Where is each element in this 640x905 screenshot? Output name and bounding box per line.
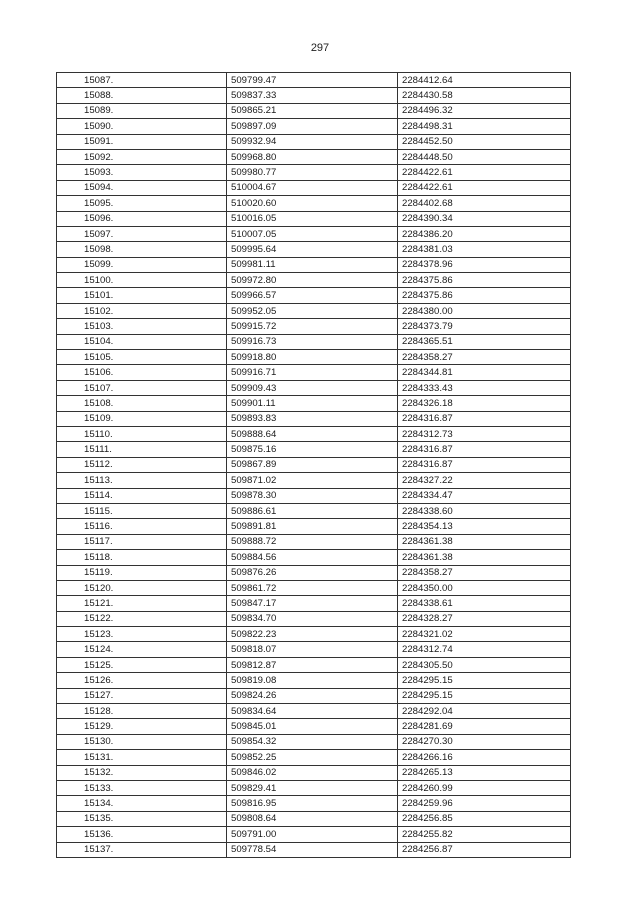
x-coordinate-cell: 509897.09 — [227, 119, 398, 134]
point-id-cell: 15088. — [57, 88, 227, 103]
point-id-cell: 15124. — [57, 642, 227, 657]
y-coordinate-cell: 2284255.82 — [398, 827, 571, 842]
point-id-cell: 15121. — [57, 596, 227, 611]
x-coordinate-cell: 509778.54 — [227, 842, 398, 857]
table-row — [57, 103, 571, 118]
point-id-cell: 15116. — [57, 519, 227, 534]
point-id-cell: 15137. — [57, 842, 227, 857]
x-coordinate-cell: 509980.77 — [227, 165, 398, 180]
x-coordinate-cell: 509799.47 — [227, 73, 398, 88]
x-coordinate-cell: 509972.80 — [227, 273, 398, 288]
table-row — [57, 350, 571, 365]
point-id-cell: 15097. — [57, 226, 227, 241]
table-row — [57, 765, 571, 780]
x-coordinate-cell: 510020.60 — [227, 196, 398, 211]
point-id-cell: 15106. — [57, 365, 227, 380]
x-coordinate-cell: 510004.67 — [227, 180, 398, 195]
point-id-cell: 15113. — [57, 473, 227, 488]
y-coordinate-cell: 2284334.47 — [398, 488, 571, 503]
y-coordinate-cell: 2284333.43 — [398, 380, 571, 395]
point-id-cell: 15101. — [57, 288, 227, 303]
table-row — [57, 319, 571, 334]
x-coordinate-cell: 509819.08 — [227, 673, 398, 688]
point-id-cell: 15109. — [57, 411, 227, 426]
x-coordinate-cell: 509852.25 — [227, 750, 398, 765]
point-id-cell: 15107. — [57, 380, 227, 395]
y-coordinate-cell: 2284327.22 — [398, 473, 571, 488]
page-number: 297 — [310, 42, 330, 54]
table-row — [57, 411, 571, 426]
x-coordinate-cell: 509884.56 — [227, 550, 398, 565]
point-id-cell: 15122. — [57, 611, 227, 626]
x-coordinate-cell: 509791.00 — [227, 827, 398, 842]
x-coordinate-cell: 509824.26 — [227, 688, 398, 703]
x-coordinate-cell: 509816.95 — [227, 796, 398, 811]
table-row — [57, 811, 571, 826]
point-id-cell: 15119. — [57, 565, 227, 580]
table-row — [57, 473, 571, 488]
y-coordinate-cell: 2284373.79 — [398, 319, 571, 334]
x-coordinate-cell: 509876.26 — [227, 565, 398, 580]
table-row — [57, 488, 571, 503]
y-coordinate-cell: 2284256.85 — [398, 811, 571, 826]
x-coordinate-cell: 509995.64 — [227, 242, 398, 257]
y-coordinate-cell: 2284295.15 — [398, 688, 571, 703]
point-id-cell: 15094. — [57, 180, 227, 195]
table-row — [57, 303, 571, 318]
point-id-cell: 15110. — [57, 426, 227, 441]
table-row — [57, 380, 571, 395]
y-coordinate-cell: 2284316.87 — [398, 442, 571, 457]
table-row — [57, 734, 571, 749]
point-id-cell: 15130. — [57, 734, 227, 749]
table-row — [57, 534, 571, 549]
x-coordinate-cell: 509834.70 — [227, 611, 398, 626]
point-id-cell: 15118. — [57, 550, 227, 565]
x-coordinate-cell: 509888.72 — [227, 534, 398, 549]
y-coordinate-cell: 2284361.38 — [398, 534, 571, 549]
table-row — [57, 226, 571, 241]
table-row — [57, 426, 571, 441]
point-id-cell: 15090. — [57, 119, 227, 134]
x-coordinate-cell: 509847.17 — [227, 596, 398, 611]
x-coordinate-cell: 509867.89 — [227, 457, 398, 472]
y-coordinate-cell: 2284316.87 — [398, 411, 571, 426]
point-id-cell: 15103. — [57, 319, 227, 334]
y-coordinate-cell: 2284338.61 — [398, 596, 571, 611]
point-id-cell: 15091. — [57, 134, 227, 149]
point-id-cell: 15136. — [57, 827, 227, 842]
y-coordinate-cell: 2284375.86 — [398, 288, 571, 303]
y-coordinate-cell: 2284422.61 — [398, 165, 571, 180]
y-coordinate-cell: 2284312.74 — [398, 642, 571, 657]
y-coordinate-cell: 2284386.20 — [398, 226, 571, 241]
table-row — [57, 611, 571, 626]
table-row — [57, 704, 571, 719]
x-coordinate-cell: 509893.83 — [227, 411, 398, 426]
table-row — [57, 688, 571, 703]
point-id-cell: 15127. — [57, 688, 227, 703]
y-coordinate-cell: 2284270.30 — [398, 734, 571, 749]
point-id-cell: 15089. — [57, 103, 227, 118]
point-id-cell: 15131. — [57, 750, 227, 765]
x-coordinate-cell: 510007.05 — [227, 226, 398, 241]
x-coordinate-cell: 509918.80 — [227, 350, 398, 365]
point-id-cell: 15098. — [57, 242, 227, 257]
y-coordinate-cell: 2284496.32 — [398, 103, 571, 118]
y-coordinate-cell: 2284380.00 — [398, 303, 571, 318]
x-coordinate-cell: 509837.33 — [227, 88, 398, 103]
x-coordinate-cell: 509981.11 — [227, 257, 398, 272]
table-row — [57, 288, 571, 303]
y-coordinate-cell: 2284430.58 — [398, 88, 571, 103]
y-coordinate-cell: 2284452.50 — [398, 134, 571, 149]
point-id-cell: 15096. — [57, 211, 227, 226]
x-coordinate-cell: 509915.72 — [227, 319, 398, 334]
y-coordinate-cell: 2284260.99 — [398, 780, 571, 795]
y-coordinate-cell: 2284498.31 — [398, 119, 571, 134]
point-id-cell: 15112. — [57, 457, 227, 472]
y-coordinate-cell: 2284448.50 — [398, 149, 571, 164]
table-row — [57, 257, 571, 272]
x-coordinate-cell: 509901.11 — [227, 396, 398, 411]
point-id-cell: 15100. — [57, 273, 227, 288]
point-id-cell: 15104. — [57, 334, 227, 349]
x-coordinate-cell: 509822.23 — [227, 627, 398, 642]
point-id-cell: 15087. — [57, 73, 227, 88]
point-id-cell: 15111. — [57, 442, 227, 457]
point-id-cell: 15102. — [57, 303, 227, 318]
x-coordinate-cell: 509909.43 — [227, 380, 398, 395]
x-coordinate-cell: 509818.07 — [227, 642, 398, 657]
table-row — [57, 334, 571, 349]
x-coordinate-cell: 510016.05 — [227, 211, 398, 226]
table-row — [57, 657, 571, 672]
table-row — [57, 519, 571, 534]
point-id-cell: 15117. — [57, 534, 227, 549]
x-coordinate-cell: 509952.05 — [227, 303, 398, 318]
y-coordinate-cell: 2284344.81 — [398, 365, 571, 380]
table-row — [57, 580, 571, 595]
y-coordinate-cell: 2284381.03 — [398, 242, 571, 257]
table-row — [57, 457, 571, 472]
table-row — [57, 642, 571, 657]
point-id-cell: 15134. — [57, 796, 227, 811]
point-id-cell: 15123. — [57, 627, 227, 642]
table-row — [57, 442, 571, 457]
x-coordinate-cell: 509854.32 — [227, 734, 398, 749]
table-row — [57, 88, 571, 103]
table-row — [57, 196, 571, 211]
y-coordinate-cell: 2284316.87 — [398, 457, 571, 472]
point-id-cell: 15135. — [57, 811, 227, 826]
y-coordinate-cell: 2284365.51 — [398, 334, 571, 349]
table-row — [57, 827, 571, 842]
table-row — [57, 750, 571, 765]
table-row — [57, 550, 571, 565]
y-coordinate-cell: 2284292.04 — [398, 704, 571, 719]
table-row — [57, 673, 571, 688]
point-id-cell: 15095. — [57, 196, 227, 211]
x-coordinate-cell: 509846.02 — [227, 765, 398, 780]
table-row — [57, 780, 571, 795]
table-row — [57, 796, 571, 811]
table-row — [57, 180, 571, 195]
y-coordinate-cell: 2284259.96 — [398, 796, 571, 811]
table-row — [57, 211, 571, 226]
point-id-cell: 15133. — [57, 780, 227, 795]
table-row — [57, 149, 571, 164]
coordinates-table — [56, 72, 571, 858]
x-coordinate-cell: 509865.21 — [227, 103, 398, 118]
table-row — [57, 365, 571, 380]
table-row — [57, 565, 571, 580]
x-coordinate-cell: 509916.73 — [227, 334, 398, 349]
x-coordinate-cell: 509829.41 — [227, 780, 398, 795]
y-coordinate-cell: 2284265.13 — [398, 765, 571, 780]
x-coordinate-cell: 509878.30 — [227, 488, 398, 503]
y-coordinate-cell: 2284266.16 — [398, 750, 571, 765]
x-coordinate-cell: 509916.71 — [227, 365, 398, 380]
table-row — [57, 627, 571, 642]
table-row — [57, 165, 571, 180]
table-row — [57, 273, 571, 288]
point-id-cell: 15132. — [57, 765, 227, 780]
point-id-cell: 15120. — [57, 580, 227, 595]
point-id-cell: 15114. — [57, 488, 227, 503]
point-id-cell: 15108. — [57, 396, 227, 411]
table-row — [57, 242, 571, 257]
x-coordinate-cell: 509812.87 — [227, 657, 398, 672]
table-row — [57, 842, 571, 857]
y-coordinate-cell: 2284422.61 — [398, 180, 571, 195]
point-id-cell: 15125. — [57, 657, 227, 672]
x-coordinate-cell: 509871.02 — [227, 473, 398, 488]
y-coordinate-cell: 2284256.87 — [398, 842, 571, 857]
point-id-cell: 15105. — [57, 350, 227, 365]
x-coordinate-cell: 509808.64 — [227, 811, 398, 826]
y-coordinate-cell: 2284326.18 — [398, 396, 571, 411]
x-coordinate-cell: 509886.61 — [227, 503, 398, 518]
y-coordinate-cell: 2284358.27 — [398, 565, 571, 580]
x-coordinate-cell: 509845.01 — [227, 719, 398, 734]
y-coordinate-cell: 2284312.73 — [398, 426, 571, 441]
x-coordinate-cell: 509891.81 — [227, 519, 398, 534]
x-coordinate-cell: 509966.57 — [227, 288, 398, 303]
point-id-cell: 15093. — [57, 165, 227, 180]
point-id-cell: 15126. — [57, 673, 227, 688]
x-coordinate-cell: 509875.16 — [227, 442, 398, 457]
y-coordinate-cell: 2284378.96 — [398, 257, 571, 272]
y-coordinate-cell: 2284358.27 — [398, 350, 571, 365]
y-coordinate-cell: 2284305.50 — [398, 657, 571, 672]
x-coordinate-cell: 509834.64 — [227, 704, 398, 719]
y-coordinate-cell: 2284281.69 — [398, 719, 571, 734]
y-coordinate-cell: 2284412.64 — [398, 73, 571, 88]
y-coordinate-cell: 2284375.86 — [398, 273, 571, 288]
point-id-cell: 15115. — [57, 503, 227, 518]
table-row — [57, 119, 571, 134]
table-row — [57, 396, 571, 411]
y-coordinate-cell: 2284350.00 — [398, 580, 571, 595]
point-id-cell: 15128. — [57, 704, 227, 719]
y-coordinate-cell: 2284338.60 — [398, 503, 571, 518]
y-coordinate-cell: 2284321.02 — [398, 627, 571, 642]
x-coordinate-cell: 509861.72 — [227, 580, 398, 595]
y-coordinate-cell: 2284402.68 — [398, 196, 571, 211]
y-coordinate-cell: 2284295.15 — [398, 673, 571, 688]
y-coordinate-cell: 2284361.38 — [398, 550, 571, 565]
x-coordinate-cell: 509968.80 — [227, 149, 398, 164]
table-row — [57, 596, 571, 611]
point-id-cell: 15129. — [57, 719, 227, 734]
y-coordinate-cell: 2284328.27 — [398, 611, 571, 626]
table-row — [57, 73, 571, 88]
table-row — [57, 719, 571, 734]
table-row — [57, 503, 571, 518]
y-coordinate-cell: 2284390.34 — [398, 211, 571, 226]
point-id-cell: 15092. — [57, 149, 227, 164]
x-coordinate-cell: 509932.94 — [227, 134, 398, 149]
y-coordinate-cell: 2284354.13 — [398, 519, 571, 534]
table-row — [57, 134, 571, 149]
coordinates-table-body — [57, 73, 571, 858]
x-coordinate-cell: 509888.64 — [227, 426, 398, 441]
point-id-cell: 15099. — [57, 257, 227, 272]
